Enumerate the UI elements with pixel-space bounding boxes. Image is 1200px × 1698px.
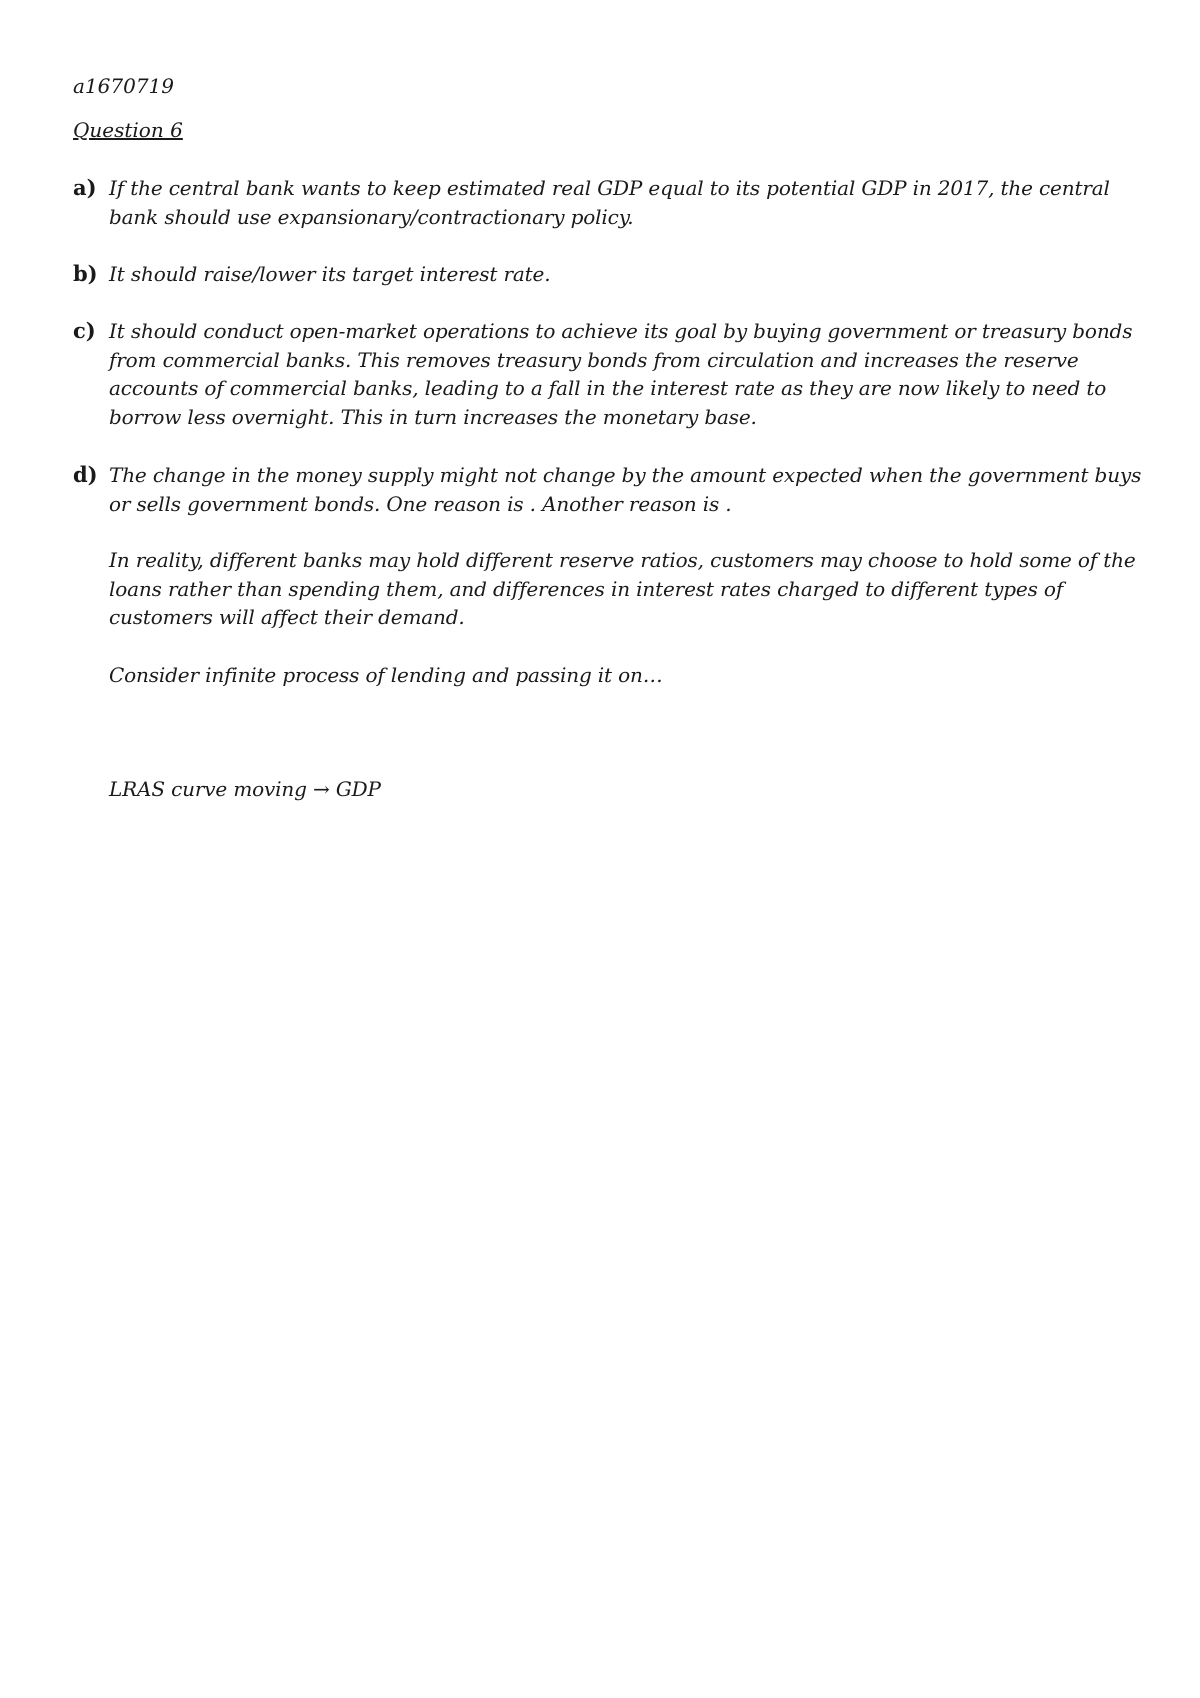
lras-note: LRAS curve moving → GDP	[109, 777, 381, 801]
answer-b-marker: b)	[73, 261, 98, 286]
answer-c-text: It should conduct open-market operations to achieve its goal by buying government or treasury bonds from commercial banks. This removes treasury bonds from circulation and increases the reserve accounts of commercial banks, leading to a fall in the interest rate as they are now likely to need to borrow less overnight. This in turn increases the monetary base.	[109, 319, 1133, 429]
answer-d-marker: d)	[73, 462, 98, 487]
answer-a-marker: a)	[73, 175, 97, 200]
answer-c-marker: c)	[73, 318, 96, 343]
reality-note: In reality, different banks may hold different reserve ratios, customers may choose to hold some of the loans rather than spending them, and differences in interest rates charged to different types of customers will affect their demand.	[109, 548, 1136, 629]
answer-a-text: If the central bank wants to keep estimated real GDP equal to its potential GDP in 2017, the central bank should use expansionary/contractionary policy.	[109, 176, 1110, 229]
infinite-process-note: Consider infinite process of lending and passing it on…	[109, 663, 663, 687]
question-title: Question 6	[73, 118, 183, 142]
answer-b-text: It should raise/lower its target interest rate.	[109, 262, 551, 286]
answer-d-text: The change in the money supply might not change by the amount expected when the government buys or sells government bonds. One reason is . Another reason is .	[109, 463, 1142, 516]
student-id: a1670719	[73, 74, 174, 98]
